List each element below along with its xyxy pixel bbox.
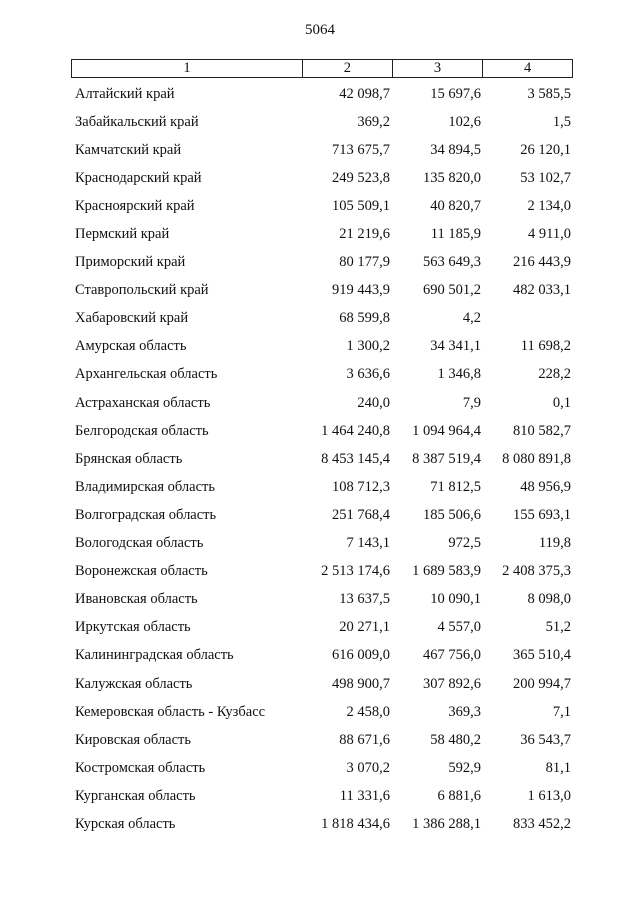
- column-3-value-cell: 135 820,0: [423, 169, 481, 186]
- region-name-cell: Курганская область: [75, 787, 196, 804]
- column-3-value-cell: 592,9: [448, 759, 481, 776]
- column-4-value-cell: 81,1: [545, 759, 571, 776]
- column-2-value-cell: 21 219,6: [339, 226, 390, 243]
- column-3-value-cell: 185 506,6: [423, 506, 481, 523]
- column-4-value-cell: 36 543,7: [520, 731, 571, 748]
- table-row: [71, 558, 573, 586]
- table-row: [71, 726, 573, 754]
- column-3-value-cell: 4,2: [462, 310, 481, 327]
- column-3-value-cell: 972,5: [448, 535, 481, 552]
- column-4-value-cell: 200 994,7: [513, 675, 571, 692]
- region-name-cell: Волгоградская область: [75, 506, 217, 523]
- region-name-cell: Приморский край: [75, 254, 186, 271]
- column-4-value-cell: 482 033,1: [513, 282, 571, 299]
- region-name-cell: Калининградская область: [75, 647, 234, 664]
- column-2-value-cell: 1 300,2: [346, 338, 390, 355]
- column-4-value-cell: 7,1: [552, 703, 571, 720]
- column-4-value-cell: 51,2: [545, 619, 571, 636]
- column-4-value-cell: 4 911,0: [528, 226, 571, 243]
- region-name-cell: Ивановская область: [75, 591, 198, 608]
- column-2-value-cell: 616 009,0: [332, 647, 390, 664]
- column-2-value-cell: 1 464 240,8: [321, 422, 390, 439]
- region-name-cell: Камчатский край: [75, 141, 182, 158]
- table-row: [71, 501, 573, 529]
- table-row: [71, 698, 573, 726]
- column-2-value-cell: 240,0: [357, 394, 390, 411]
- table-row: [71, 642, 573, 670]
- column-4-value-cell: 3 585,5: [527, 85, 571, 102]
- column-4-value-cell: 26 120,1: [520, 141, 571, 158]
- table-row: [71, 586, 573, 614]
- column-4-value-cell: 1 613,0: [527, 787, 571, 804]
- column-3-value-cell: 8 387 519,4: [412, 450, 481, 467]
- column-4-value-cell: 833 452,2: [513, 815, 571, 832]
- table-row: [71, 810, 573, 838]
- column-4-value-cell: 119,8: [538, 535, 571, 552]
- column-2-value-cell: 42 098,7: [339, 85, 390, 102]
- column-3-value-cell: 4 557,0: [437, 619, 481, 636]
- table-row: [71, 361, 573, 389]
- region-name-cell: Иркутская область: [75, 619, 191, 636]
- region-name-cell: Костромская область: [75, 759, 206, 776]
- table-row: [71, 136, 573, 164]
- region-name-cell: Алтайский край: [75, 85, 175, 102]
- column-3-value-cell: 11 185,9: [430, 226, 481, 243]
- region-name-cell: Ставропольский край: [75, 282, 209, 299]
- column-4-value-cell: 2 134,0: [527, 197, 571, 214]
- column-4-value-cell: 365 510,4: [513, 647, 571, 664]
- table-row: [71, 108, 573, 136]
- column-2-value-cell: 11 331,6: [339, 787, 390, 804]
- header-col-3: 3: [392, 60, 483, 77]
- column-3-value-cell: 369,3: [448, 703, 481, 720]
- region-name-cell: Астраханская область: [75, 394, 211, 411]
- column-2-value-cell: 249 523,8: [332, 169, 390, 186]
- column-2-value-cell: 251 768,4: [332, 506, 390, 523]
- table-row: [71, 164, 573, 192]
- column-3-value-cell: 102,6: [448, 113, 481, 130]
- table-row: [71, 530, 573, 558]
- column-3-value-cell: 6 881,6: [437, 787, 481, 804]
- region-name-cell: Красноярский край: [75, 197, 195, 214]
- column-4-value-cell: 810 582,7: [513, 422, 571, 439]
- column-3-value-cell: 1 689 583,9: [412, 563, 481, 580]
- table-row: [71, 445, 573, 473]
- region-name-cell: Кировская область: [75, 731, 192, 748]
- table-row: [71, 782, 573, 810]
- column-3-value-cell: 1 094 964,4: [412, 422, 481, 439]
- column-2-value-cell: 105 509,1: [332, 197, 390, 214]
- column-3-value-cell: 40 820,7: [430, 197, 481, 214]
- column-4-value-cell: 155 693,1: [513, 506, 571, 523]
- column-3-value-cell: 15 697,6: [430, 85, 481, 102]
- column-4-value-cell: 11 698,2: [520, 338, 571, 355]
- region-name-cell: Воронежская область: [75, 563, 208, 580]
- region-name-cell: Курская область: [75, 815, 176, 832]
- column-4-value-cell: 1,5: [552, 113, 571, 130]
- region-name-cell: Забайкальский край: [75, 113, 199, 130]
- column-2-value-cell: 8 453 145,4: [321, 450, 390, 467]
- region-name-cell: Вологодская область: [75, 535, 204, 552]
- table-row: [71, 670, 573, 698]
- column-4-value-cell: 8 098,0: [527, 591, 571, 608]
- table-row: [71, 473, 573, 501]
- table-row: [71, 614, 573, 642]
- region-name-cell: Владимирская область: [75, 478, 215, 495]
- region-name-cell: Краснодарский край: [75, 169, 202, 186]
- region-name-cell: Брянская область: [75, 450, 183, 467]
- table-row: [71, 389, 573, 417]
- column-3-value-cell: 7,9: [462, 394, 481, 411]
- column-4-value-cell: 48 956,9: [520, 478, 571, 495]
- table-row: [71, 417, 573, 445]
- column-2-value-cell: 1 818 434,6: [321, 815, 390, 832]
- header-col-2: 2: [302, 60, 392, 77]
- region-name-cell: Архангельская область: [75, 366, 218, 383]
- table-row: [71, 249, 573, 277]
- column-4-value-cell: 216 443,9: [513, 254, 571, 271]
- column-2-value-cell: 7 143,1: [346, 535, 390, 552]
- column-4-value-cell: 228,2: [538, 366, 571, 383]
- data-table: [71, 59, 573, 839]
- table-row: [71, 277, 573, 305]
- table-row: [71, 80, 573, 108]
- table-row: [71, 192, 573, 220]
- column-2-value-cell: 919 443,9: [332, 282, 390, 299]
- column-3-value-cell: 1 386 288,1: [412, 815, 481, 832]
- column-3-value-cell: 34 341,1: [430, 338, 481, 355]
- table-row: [71, 220, 573, 248]
- region-name-cell: Хабаровский край: [75, 310, 189, 327]
- column-3-value-cell: 690 501,2: [423, 282, 481, 299]
- column-2-value-cell: 498 900,7: [332, 675, 390, 692]
- table-row: [71, 754, 573, 782]
- column-2-value-cell: 20 271,1: [339, 619, 390, 636]
- region-name-cell: Кемеровская область - Кузбасс: [75, 703, 266, 720]
- column-2-value-cell: 68 599,8: [339, 310, 390, 327]
- column-2-value-cell: 713 675,7: [332, 141, 390, 158]
- column-3-value-cell: 467 756,0: [423, 647, 481, 664]
- column-2-value-cell: 3 070,2: [346, 759, 390, 776]
- column-2-value-cell: 80 177,9: [339, 254, 390, 271]
- region-name-cell: Амурская область: [75, 338, 187, 355]
- column-2-value-cell: 369,2: [357, 113, 390, 130]
- table-row: [71, 333, 573, 361]
- column-3-value-cell: 10 090,1: [430, 591, 481, 608]
- column-3-value-cell: 34 894,5: [430, 141, 481, 158]
- column-2-value-cell: 2 458,0: [346, 703, 390, 720]
- column-2-value-cell: 88 671,6: [339, 731, 390, 748]
- column-4-value-cell: 8 080 891,8: [502, 450, 571, 467]
- column-4-value-cell: 0,1: [552, 394, 571, 411]
- column-2-value-cell: 2 513 174,6: [321, 563, 390, 580]
- region-name-cell: Пермский край: [75, 226, 170, 243]
- region-name-cell: Белгородская область: [75, 422, 209, 439]
- table-row: [71, 305, 573, 333]
- column-3-value-cell: 58 480,2: [430, 731, 481, 748]
- region-name-cell: Калужская область: [75, 675, 193, 692]
- column-4-value-cell: 2 408 375,3: [502, 563, 571, 580]
- column-3-value-cell: 1 346,8: [437, 366, 481, 383]
- header-col-4: 4: [482, 60, 572, 77]
- column-3-value-cell: 307 892,6: [423, 675, 481, 692]
- table-body: [71, 80, 573, 839]
- column-2-value-cell: 13 637,5: [339, 591, 390, 608]
- column-2-value-cell: 108 712,3: [332, 478, 390, 495]
- table-header: [71, 59, 573, 78]
- column-3-value-cell: 71 812,5: [430, 478, 481, 495]
- page-number: 5064: [305, 22, 335, 38]
- column-2-value-cell: 3 636,6: [346, 366, 390, 383]
- header-col-1: 1: [183, 60, 191, 76]
- column-4-value-cell: 53 102,7: [520, 169, 571, 186]
- column-3-value-cell: 563 649,3: [423, 254, 481, 271]
